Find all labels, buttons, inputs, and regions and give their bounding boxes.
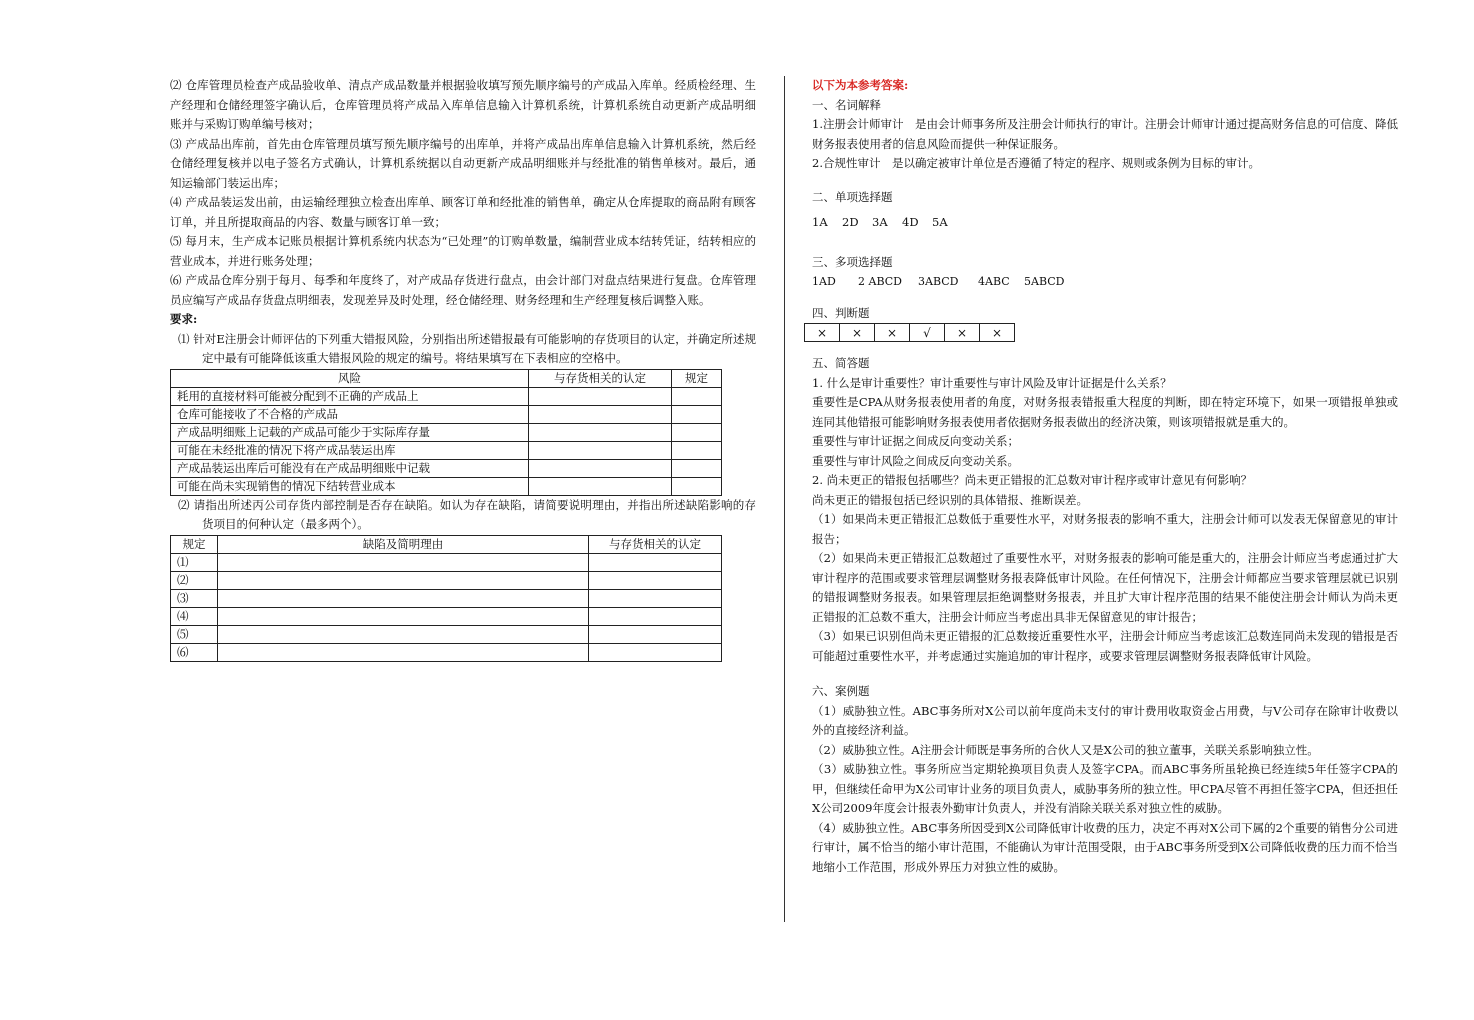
risk-table	[170, 369, 722, 496]
rule-cell: ⑹	[171, 643, 218, 661]
empty-cell	[589, 625, 722, 643]
table-header: 与存货相关的认定	[529, 369, 672, 387]
empty-cell	[529, 423, 672, 441]
empty-cell	[218, 625, 589, 643]
answer: 2D	[842, 215, 859, 229]
left-column	[170, 76, 756, 662]
table-header-row	[171, 369, 722, 387]
table-row	[171, 477, 722, 495]
empty-cell	[529, 477, 672, 495]
single-choice-answers	[812, 213, 1398, 233]
table-row	[171, 589, 722, 607]
answer-line: （3）威胁独立性。事务所应当定期轮换项目负责人及签字CPA。而ABC事务所虽轮换已经连续5年任签字CPA的甲，但继续任命甲为X公司审计业务的项目负责人，威胁事务所的独立性。甲CPA尽管不再担任签字CPA，但还担任X公司2009年度会计报表外勤审计负责人，并没有消除关联关系对独立性的威胁。	[812, 762, 1398, 815]
table-row	[171, 571, 722, 589]
answer-line: （2）如果尚未更正错报汇总数超过了重要性水平，对财务报表的影响可能是重大的，注册会计师应当考虑通过扩大审计程序的范围或要求管理层调整财务报表降低审计风险。在任何情况下，注册会计师都应当要求管理层就已识别的错报调整财务报表。如果管理层拒绝调整财务报表，并且扩大审计程序范围的结果不能使注册会计师认为尚未更正错报的汇总数不重大，注册会计师应当考虑出具非无保留意见的审计报告；	[812, 551, 1398, 624]
empty-cell	[589, 589, 722, 607]
answer: 3ABCD	[918, 275, 959, 288]
empty-cell	[218, 607, 589, 625]
answer-line: 1. 什么是审计重要性？审计重要性与审计风险及审计证据是什么关系？	[812, 375, 1172, 390]
answer: 4D	[902, 215, 919, 229]
rule-cell: ⑵	[171, 571, 218, 589]
paragraph: ⑸ 每月末，生产成本记账员根据计算机系统内状态为“已处理”的订购单数量，编制营业成本结转凭证，结转相应的营业成本，并进行账务处理；	[170, 234, 756, 268]
answer-item: 1.注册会计师审计 是由会计师事务所及注册会计师执行的审计。注册会计师审计通过提高财务信息的可信度、降低财务报表使用者的信息风险而提供一种保证服务。	[812, 117, 1398, 151]
empty-cell	[589, 643, 722, 661]
empty-cell	[589, 571, 722, 589]
answer: 1A	[812, 215, 828, 229]
multiple-choice-answers	[812, 272, 1398, 292]
empty-cell	[589, 553, 722, 571]
judgment-cell: ×	[875, 324, 910, 342]
section-title: 一、名词解释	[812, 97, 881, 112]
rule-cell: ⑸	[171, 625, 218, 643]
empty-cell	[529, 459, 672, 477]
answer: 3A	[872, 215, 888, 229]
answer-title: 以下为本参考答案:	[812, 78, 909, 92]
table-header: 风险	[171, 369, 529, 387]
empty-cell	[218, 571, 589, 589]
table-row	[171, 441, 722, 459]
judgment-cell: ×	[980, 324, 1015, 342]
empty-cell	[218, 589, 589, 607]
risk-cell: 可能在未经批准的情况下将产成品装运出库	[171, 441, 529, 459]
requirement-2: ⑵ 请指出所述丙公司存货内部控制是否存在缺陷。如认为存在缺陷，请简要说明理由，并指出所述缺陷影响的存货项目的何种认定（最多两个）。	[178, 497, 756, 531]
answer-line: 重要性与审计证据之间成反向变动关系；	[812, 434, 1019, 448]
requirements-title: 要求:	[170, 312, 198, 326]
column-divider	[784, 76, 785, 922]
empty-cell	[672, 459, 722, 477]
answer-line: （3）如果已识别但尚未更正错报的汇总数接近重要性水平，注册会计师应当考虑该汇总数连同尚未发现的错报是否可能超过重要性水平，并考虑通过实施追加的审计程序，或要求管理层调整财务报表降低审计风险。	[812, 629, 1398, 663]
table-row	[171, 625, 722, 643]
judgment-cell: ×	[945, 324, 980, 342]
table-row	[171, 643, 722, 661]
answer-line: 重要性是CPA从财务报表使用者的角度，对财务报表错报重大程度的判断，即在特定环境下，如果一项错报单独或连同其他错报可能影响财务报表使用者依据财务报表做出的经济决策，则该项错报就是重大的。	[812, 395, 1398, 429]
rule-cell: ⑷	[171, 607, 218, 625]
right-column	[812, 76, 1398, 877]
section-title: 四、判断题	[812, 305, 870, 320]
table-header-row	[171, 535, 722, 553]
answer-line: 2. 尚未更正的错报包括哪些？尚未更正错报的汇总数对审计程序或审计意见有何影响？	[812, 473, 1253, 487]
answer-line: （1）如果尚未更正错报汇总数低于重要性水平，对财务报表的影响不重大，注册会计师可以发表无保留意见的审计报告；	[812, 512, 1398, 546]
section-title: 三、多项选择题	[812, 254, 893, 269]
empty-cell	[672, 423, 722, 441]
answer: 2 ABCD	[858, 275, 902, 288]
answer: 5ABCD	[1024, 275, 1065, 288]
rule-cell: ⑴	[171, 553, 218, 571]
table-row	[171, 553, 722, 571]
judgment-cell: ×	[805, 324, 840, 342]
risk-cell: 产成品装运出库后可能没有在产成品明细账中记载	[171, 459, 529, 477]
answer-line: （1）威胁独立性。ABC事务所对X公司以前年度尚未支付的审计费用收取资金占用费，与V公司存在除审计收费以外的直接经济利益。	[812, 703, 1398, 737]
empty-cell	[218, 553, 589, 571]
answer: 1AD	[812, 275, 836, 288]
empty-cell	[529, 405, 672, 423]
answer-line: （2）威胁独立性。A注册会计师既是事务所的合伙人又是X公司的独立董事，关联关系影响独立性。	[812, 742, 1319, 757]
empty-cell	[672, 405, 722, 423]
section-title: 五、简答题	[812, 356, 870, 370]
table-header: 与存货相关的认定	[589, 535, 722, 553]
paragraph: ⑷ 产成品装运发出前，由运输经理独立检查出库单、顾客订单和经批准的销售单，确定从仓库提取的商品附有顾客订单，并且所提取商品的内容、数量与顾客订单一致；	[170, 195, 756, 229]
paragraph: ⑵ 仓库管理员检查产成品验收单、清点产成品数量并根据验收填写预先顺序编号的产成品入库单。经质检经理、生产经理和仓储经理签字确认后，仓库管理员将产成品入库单信息输入计算机系统，计算机系统自动更新产成品明细账并与采购订购单编号核对；	[170, 78, 756, 131]
paragraph: ⑹ 产成品仓库分别于每月、每季和年度终了，对产成品存货进行盘点，由会计部门对盘点结果进行复盘。仓库管理员应编写产成品存货盘点明细表，发现差异及时处理，经仓储经理、财务经理和生产经理复核后调整入账。	[170, 273, 756, 307]
risk-cell: 产成品明细账上记载的产成品可能少于实际库存量	[171, 423, 529, 441]
risk-cell: 耗用的直接材料可能被分配到不正确的产成品上	[171, 387, 529, 405]
empty-cell	[672, 387, 722, 405]
table-row	[805, 324, 1015, 342]
table-header: 规定	[171, 535, 218, 553]
table-row	[171, 459, 722, 477]
empty-cell	[672, 477, 722, 495]
answer-line: 尚未更正的错报包括已经识别的具体错报、推断误差。	[812, 492, 1088, 507]
empty-cell	[529, 441, 672, 459]
defect-table	[170, 535, 722, 662]
empty-cell	[529, 387, 672, 405]
table-header: 缺陷及简明理由	[218, 535, 589, 553]
risk-cell: 仓库可能接收了不合格的产成品	[171, 405, 529, 423]
risk-cell: 可能在尚未实现销售的情况下结转营业成本	[171, 477, 529, 495]
answer-line: 重要性与审计风险之间成反向变动关系。	[812, 453, 1019, 468]
section-title: 六、案例题	[812, 684, 870, 698]
requirement-1: ⑴ 针对E注册会计师评估的下列重大错报风险，分别指出所述错报最有可能影响的存货项目的认定，并确定所述规定中最有可能降低该重大错报风险的规定的编号。将结果填写在下表相应的空格中。	[178, 331, 756, 365]
table-row	[171, 423, 722, 441]
rule-cell: ⑶	[171, 589, 218, 607]
empty-cell	[672, 441, 722, 459]
paragraph: ⑶ 产成品出库前，首先由仓库管理员填写预先顺序编号的出库单，并将产成品出库单信息输入计算机系统，然后经仓储经理复核并以电子签名方式确认，计算机系统据以自动更新产成品明细账并与经批准的销售单核对。最后，通知运输部门装运出库；	[170, 136, 756, 190]
section-title: 二、单项选择题	[812, 189, 893, 204]
answer: 4ABC	[978, 275, 1010, 288]
table-header: 规定	[672, 369, 722, 387]
empty-cell	[218, 643, 589, 661]
answer: 5A	[932, 215, 948, 229]
empty-cell	[589, 607, 722, 625]
judgment-cell: √	[910, 324, 945, 342]
table-row	[171, 405, 722, 423]
answer-line: （4）威胁独立性。ABC事务所因受到X公司降低审计收费的压力，决定不再对X公司下属的2个重要的销售分公司进行审计，属不恰当的缩小审计范围，不能确认为审计范围受限，由于ABC事务所受到X公司降低收费的压力而不恰当地缩小工作范围，形成外界压力对独立性的威胁。	[812, 820, 1398, 874]
table-row	[171, 387, 722, 405]
answer-item: 2.合规性审计 是以确定被审计单位是否遵循了特定的程序、规则或条例为目标的审计。	[812, 156, 1260, 170]
table-row	[171, 607, 722, 625]
judgment-table	[804, 323, 1015, 342]
judgment-cell: ×	[840, 324, 875, 342]
